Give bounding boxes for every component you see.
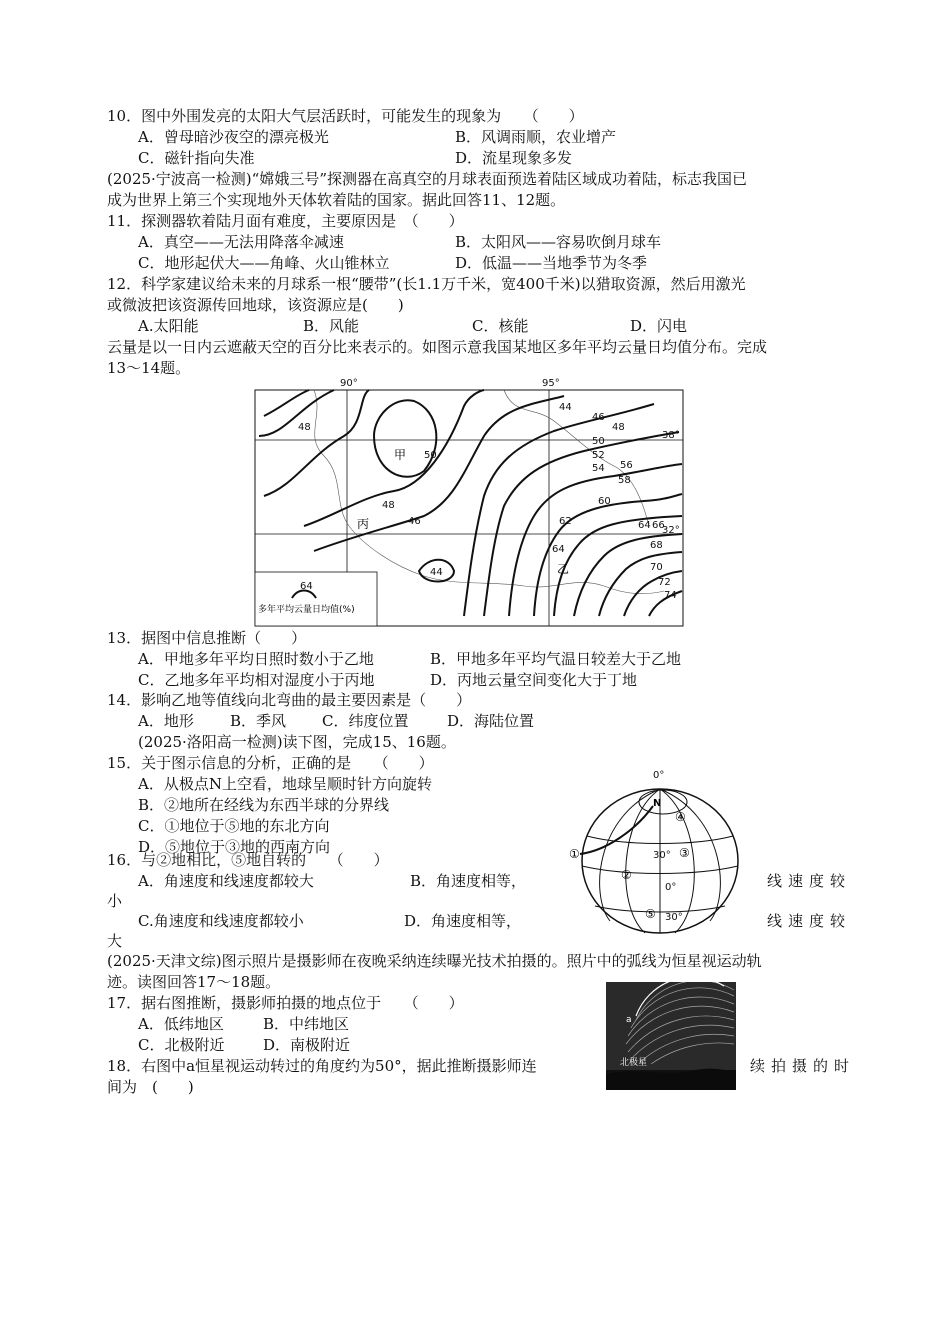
globe-top-label: 0° [653, 770, 665, 781]
q18-stem-line2: 间为 ( ) [107, 1078, 194, 1096]
q11-option-a: A．真空——无法用降落伞减速 [138, 233, 344, 251]
contour-label: 44 [430, 567, 443, 578]
q14-option-c: C．纬度位置 [322, 712, 409, 730]
point-2: ② [621, 868, 632, 882]
q11-option-d: D．低温——当地季节为冬季 [455, 254, 648, 272]
legend-caption: 多年平均云量日均值(%) [258, 605, 355, 615]
contour-label: 62 [559, 516, 572, 527]
q17-option-c: C．北极附近 [138, 1036, 225, 1054]
q12-stem-line1: 12．科学家建议给未来的月球系一根“腰带”(长1.1万千米，宽400千米)以猎取资源，然后用激光 [107, 275, 746, 293]
intro-11-12-line1: (2025·宁波高一检测)“嫦娥三号”探测器在高真空的月球表面预选着陆区域成功着陆，标志我国已 [107, 170, 747, 188]
q10-option-d: D．流星现象多发 [455, 149, 573, 167]
contour-label: 44 [559, 402, 572, 413]
contour-label: 52 [592, 450, 605, 461]
q17-stem: 17．据右图推断，摄影师拍摄的地点位于 （ ） [107, 994, 464, 1012]
q12-option-a: A.太阳能 [138, 317, 199, 335]
lon-label-90: 90° [340, 378, 358, 389]
q16-option-b-wrap: 小 [107, 892, 123, 910]
contour-label: 48 [612, 422, 625, 433]
contour-label: 72 [658, 577, 671, 588]
q18-stem-line1-tail: 续拍摄的时 [750, 1057, 856, 1075]
q16-option-b: B．角速度相等， [410, 872, 527, 890]
q15-option-c: C．①地位于⑤地的东北方向 [138, 817, 330, 835]
q17-option-b: B．中纬地区 [263, 1015, 350, 1033]
legend-value: 64 [300, 581, 313, 592]
place-label-bing: 丙 [357, 517, 370, 531]
q10-stem: 10．图中外围发亮的太阳大气层活跃时，可能发生的现象为 （ ） [107, 107, 584, 125]
q15-option-a: A．从极点N上空看，地球呈顺时针方向旋转 [138, 775, 432, 793]
point-3: ③ [679, 846, 690, 860]
q10-option-c: C．磁针指向失准 [138, 149, 255, 167]
s30-label: 30° [665, 912, 683, 923]
contour-label: 70 [650, 562, 663, 573]
contour-label: 48 [382, 500, 395, 511]
star-a-label: a [626, 1015, 632, 1025]
polaris-label: 北极星 [620, 1058, 648, 1068]
contour-label: 50 [424, 450, 437, 461]
intro-13-14-line2: 13～14题。 [107, 359, 191, 377]
q11-option-c: C．地形起伏大——角峰、火山锥林立 [138, 254, 390, 272]
contour-label: 46 [408, 516, 421, 527]
q12-option-d: D．闪电 [630, 317, 688, 335]
q15-option-d: D．⑤地位于③地的西南方向 [138, 838, 331, 856]
intro-13-14-line1: 云量是以一日内云遮蔽天空的百分比来表示的。如图示意我国某地区多年平均云量日均值分布。完成 [107, 338, 768, 356]
q14-stem: 14．影响乙地等值线向北弯曲的最主要因素是（ ） [107, 691, 472, 709]
q16-option-c: C.角速度和线速度都较小 [138, 912, 304, 930]
intro-15-16: (2025·洛阳高一检测)读下图，完成15、16题。 [138, 733, 456, 751]
q16-option-b-tail: 线速度较 [767, 872, 852, 890]
contour-label: 68 [650, 540, 663, 551]
contour-label: 66 [652, 520, 665, 531]
lat-label-38: 38° [662, 430, 680, 441]
point-5: ⑤ [645, 907, 656, 921]
q18-stem-line1: 18．右图中a恒星视运动转过的角度约为50°，据此推断摄影师连 [107, 1057, 537, 1075]
q11-stem: 11．探测器软着陆月面有难度，主要原因是 （ ） [107, 212, 464, 230]
contour-label: 74 [664, 590, 677, 601]
q16-option-d-wrap: 大 [107, 932, 123, 950]
q16-option-d-tail: 线速度较 [767, 912, 852, 930]
star-trail-photo [606, 982, 736, 1090]
contour-label: 56 [620, 460, 633, 471]
contour-label: 60 [598, 496, 611, 507]
q13-stem: 13．据图中信息推断（ ） [107, 629, 307, 647]
q17-option-d: D．南极附近 [263, 1036, 351, 1054]
contour-label: 64 [552, 544, 565, 555]
pole-label: N [653, 798, 662, 809]
q15-stem: 15．关于图示信息的分析，正确的是 （ ） [107, 754, 434, 772]
q15-option-b: B．②地所在经线为东西半球的分界线 [138, 796, 390, 814]
q14-option-d: D．海陆位置 [447, 712, 535, 730]
q13-option-b: B．甲地多年平均气温日较差大于乙地 [430, 650, 682, 668]
globe-diagram [565, 766, 755, 936]
intro-17-18-line1: (2025·天津文综)图示照片是摄影师在夜晚采纳连续曝光技术拍摄的。照片中的弧线为恒星视运动轨 [107, 952, 762, 970]
q13-option-d: D．丙地云量空间变化大于丁地 [430, 671, 638, 689]
contour-label: 54 [592, 463, 605, 474]
q14-option-a: A．地形 [138, 712, 194, 730]
q16-option-d: D．角速度相等， [404, 912, 522, 930]
contour-label: 50 [592, 436, 605, 447]
q13-option-a: A．甲地多年平均日照时数小于乙地 [138, 650, 374, 668]
point-4: ④ [675, 810, 686, 824]
q13-option-c: C．乙地多年平均相对湿度小于丙地 [138, 671, 375, 689]
equator-label: 0° [665, 882, 677, 893]
lat30-label: 30° [653, 850, 671, 861]
place-label-jia: 甲 [394, 448, 407, 462]
q12-option-c: C．核能 [472, 317, 529, 335]
contour-label: 48 [298, 422, 311, 433]
q16-option-a: A．角速度和线速度都较大 [138, 872, 314, 890]
q16-stem: 16．与②地相比，⑤地自转的 （ ） [107, 851, 389, 869]
contour-label: 64 [638, 520, 651, 531]
lon-label-95: 95° [542, 378, 560, 389]
q10-option-b: B．风调雨顺，农业增产 [455, 128, 617, 146]
lat-label-32: 32° [662, 525, 680, 536]
point-1: ① [569, 847, 580, 861]
intro-11-12-line2: 成为世界上第三个实现地外天体软着陆的国家。据此回答11、12题。 [107, 191, 566, 209]
contour-label: 46 [592, 412, 605, 423]
q11-option-b: B．太阳风——容易吹倒月球车 [455, 233, 662, 251]
place-label-yi: 乙 [557, 562, 570, 576]
q12-stem-line2: 或微波把该资源传回地球，该资源应是( ) [107, 296, 404, 314]
q14-option-b: B．季风 [230, 712, 287, 730]
contour-label: 58 [618, 475, 631, 486]
cloud-cover-map [254, 376, 686, 628]
q12-option-b: B．风能 [303, 317, 360, 335]
q17-option-a: A．低纬地区 [138, 1015, 224, 1033]
q10-option-a: A．曾母暗沙夜空的漂亮极光 [138, 128, 329, 146]
intro-17-18-line2: 迹。读图回答17～18题。 [107, 973, 281, 991]
